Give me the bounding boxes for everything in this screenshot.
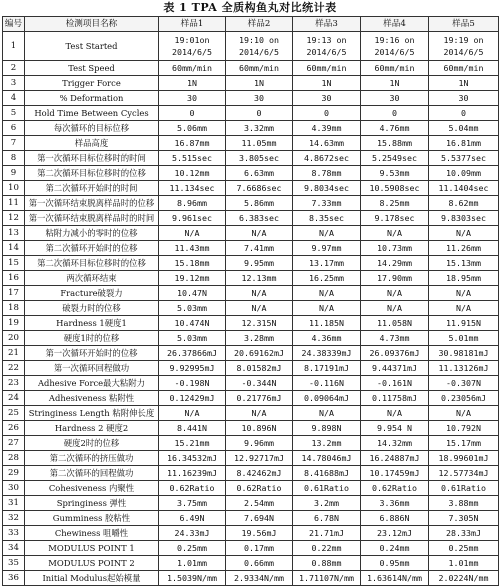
sample-value: 4.8672sec	[293, 151, 361, 166]
sample-value: N/A	[159, 226, 226, 241]
row-number: 11	[3, 196, 25, 211]
item-name: 第一次循环结束脱离样品时的时间	[25, 211, 159, 226]
item-name: Chewiness 咀嚼性	[25, 526, 159, 541]
table-row	[3, 571, 499, 586]
sample-value: 16.25mm	[293, 271, 361, 286]
sample-value: 15.18mm	[159, 256, 226, 271]
item-name: Cohesiveness 内聚性	[25, 481, 159, 496]
table-row	[3, 556, 499, 571]
item-name: 样品高度	[25, 136, 159, 151]
sample-value: 8.96mm	[159, 196, 226, 211]
sample-value: 3.28mm	[226, 331, 293, 346]
item-name: 两次循环结束	[25, 271, 159, 286]
sample-value: 12.315N	[226, 316, 293, 331]
sample-value: 2.9334N/mm	[226, 571, 293, 586]
table-row	[3, 241, 499, 256]
table-row	[3, 316, 499, 331]
sample-value: 0.62Ratio	[226, 481, 293, 496]
row-number: 9	[3, 166, 25, 181]
sample-value: 0.66mm	[226, 556, 293, 571]
sample-value: 8.62mm	[429, 196, 499, 211]
sample-value: N/A	[293, 226, 361, 241]
sample-value: 1N	[159, 76, 226, 91]
row-number: 10	[3, 181, 25, 196]
table-row	[3, 76, 499, 91]
sample-value: N/A	[226, 286, 293, 301]
table-row	[3, 511, 499, 526]
sample-value: 12.13mm	[226, 271, 293, 286]
row-number: 2	[3, 61, 25, 76]
sample-value: 11.43mm	[159, 241, 226, 256]
sample-value: 18.95mm	[429, 271, 499, 286]
sample-value: 8.25mm	[361, 196, 429, 211]
sample-value: 14.78046mJ	[293, 451, 361, 466]
sample-value: N/A	[293, 406, 361, 421]
sample-value: 11.915N	[429, 316, 499, 331]
row-number: 1	[3, 32, 25, 61]
sample-value: 14.29mm	[361, 256, 429, 271]
sample-value: 9.44371mJ	[361, 361, 429, 376]
item-name: Adhesive Force最大粘附力	[25, 376, 159, 391]
sample-value: 9.8034sec	[293, 181, 361, 196]
sample-value: 5.04mm	[429, 121, 499, 136]
table-row	[3, 436, 499, 451]
sample-value: 30	[293, 91, 361, 106]
sample-value: N/A	[293, 301, 361, 316]
sample-value: -0.198N	[159, 376, 226, 391]
item-name: MODULUS POINT 2	[25, 556, 159, 571]
sample-value: 8.01582mJ	[226, 361, 293, 376]
sample-value: 3.805sec	[226, 151, 293, 166]
sample-value: 6.49N	[159, 511, 226, 526]
sample-value: 30	[429, 91, 499, 106]
sample-value: 5.03mm	[159, 301, 226, 316]
sample-value: 24.33mJ	[159, 526, 226, 541]
sample-value: 10.474N	[159, 316, 226, 331]
item-name: 第二次循环开始时的时间	[25, 181, 159, 196]
sample-value: 30	[159, 91, 226, 106]
item-name: 第一次循环回程做功	[25, 361, 159, 376]
table-row	[3, 91, 499, 106]
sample-value: 11.05mm	[226, 136, 293, 151]
item-name: 破裂力时的位移	[25, 301, 159, 316]
sample-value: 13.2mm	[293, 436, 361, 451]
row-number: 34	[3, 541, 25, 556]
row-number: 27	[3, 436, 25, 451]
sample-value: 6.78N	[293, 511, 361, 526]
sample-value: -0.344N	[226, 376, 293, 391]
item-name: 第一次循环开始时的位移	[25, 346, 159, 361]
sample-value: -0.307N	[429, 376, 499, 391]
row-number: 20	[3, 331, 25, 346]
table-row	[3, 181, 499, 196]
row-number: 28	[3, 451, 25, 466]
sample-value: 0.22mm	[293, 541, 361, 556]
sample-value: 0	[429, 106, 499, 121]
item-name: 第一次循环目标位移时的时间	[25, 151, 159, 166]
sample-value: N/A	[429, 286, 499, 301]
item-name: 第二次循环开始时的位移	[25, 241, 159, 256]
item-name: Hardness 1硬度1	[25, 316, 159, 331]
sample-value: 1.01mm	[159, 556, 226, 571]
table-row	[3, 361, 499, 376]
sample-value: 19:10 on 2014/6/5	[226, 32, 293, 61]
row-number: 24	[3, 391, 25, 406]
row-number: 30	[3, 481, 25, 496]
sample-value: 7.33mm	[293, 196, 361, 211]
sample-value: 2.0224N/mm	[429, 571, 499, 586]
table-row	[3, 151, 499, 166]
sample-value: 11.26mm	[429, 241, 499, 256]
sample-value: N/A	[361, 406, 429, 421]
item-name: 硬度2时的位移	[25, 436, 159, 451]
sample-value: 12.92717mJ	[226, 451, 293, 466]
sample-value: 1N	[226, 76, 293, 91]
sample-value: 26.09376mJ	[361, 346, 429, 361]
sample-value: N/A	[429, 301, 499, 316]
header-row	[3, 17, 499, 32]
table-row	[3, 166, 499, 181]
sample-value: 19:16 on 2014/6/5	[361, 32, 429, 61]
sample-value: 4.36mm	[293, 331, 361, 346]
sample-value: 16.87mm	[159, 136, 226, 151]
item-name: 粘附力减小的零时的位移	[25, 226, 159, 241]
sample-value: 1.5039N/mm	[159, 571, 226, 586]
sample-value: 10.12mm	[159, 166, 226, 181]
table-row	[3, 271, 499, 286]
row-number: 16	[3, 271, 25, 286]
sample-value: 9.8303sec	[429, 211, 499, 226]
sample-value: 3.36mm	[361, 496, 429, 511]
sample-value: 16.34532mJ	[159, 451, 226, 466]
sample-value: 60mm/min	[226, 61, 293, 76]
row-number: 7	[3, 136, 25, 151]
sample-value: 0.61Ratio	[293, 481, 361, 496]
sample-value: 3.75mm	[159, 496, 226, 511]
item-name: 第二次循环的挤压做功	[25, 451, 159, 466]
sample-value: 5.03mm	[159, 331, 226, 346]
sample-value: 0	[293, 106, 361, 121]
item-name: 第一次循环结束脱离样品时的位移	[25, 196, 159, 211]
sample-value: 30	[226, 91, 293, 106]
sample-value: 0	[361, 106, 429, 121]
sample-value: N/A	[361, 301, 429, 316]
row-number: 19	[3, 316, 25, 331]
item-name: Trigger Force	[25, 76, 159, 91]
header-item-name: 检测项目名称	[25, 17, 159, 32]
sample-value: 15.21mm	[159, 436, 226, 451]
sample-value: 10.5908sec	[361, 181, 429, 196]
table-row	[3, 451, 499, 466]
table-row	[3, 541, 499, 556]
sample-value: 6.886N	[361, 511, 429, 526]
item-name: Gumminess 胶粘性	[25, 511, 159, 526]
sample-value: 8.441N	[159, 421, 226, 436]
table-row	[3, 286, 499, 301]
sample-value: 5.515sec	[159, 151, 226, 166]
sample-value: 21.71mJ	[293, 526, 361, 541]
sample-value: 0.61Ratio	[429, 481, 499, 496]
sample-value: 8.78mm	[293, 166, 361, 181]
sample-value: 1.63614N/mm	[361, 571, 429, 586]
item-name: Adhesiveness 粘附性	[25, 391, 159, 406]
sample-value: 11.185N	[293, 316, 361, 331]
table-row	[3, 301, 499, 316]
row-number: 12	[3, 211, 25, 226]
item-name: 第二次循环的回程做功	[25, 466, 159, 481]
sample-value: 16.81mm	[429, 136, 499, 151]
header-sample-3: 样品3	[293, 17, 361, 32]
row-number: 5	[3, 106, 25, 121]
sample-value: 0.17mm	[226, 541, 293, 556]
item-name: Test Speed	[25, 61, 159, 76]
sample-value: 19.12mm	[159, 271, 226, 286]
row-number: 31	[3, 496, 25, 511]
table-row	[3, 391, 499, 406]
header-sample-2: 样品2	[226, 17, 293, 32]
sample-value: 11.16239mJ	[159, 466, 226, 481]
row-number: 8	[3, 151, 25, 166]
tpa-comparison-table	[2, 16, 499, 586]
table-row	[3, 136, 499, 151]
row-number: 3	[3, 76, 25, 91]
header-sample-4: 样品4	[361, 17, 429, 32]
table-row	[3, 196, 499, 211]
sample-value: 19.56mJ	[226, 526, 293, 541]
sample-value: 20.69162mJ	[226, 346, 293, 361]
table-row	[3, 481, 499, 496]
row-number: 17	[3, 286, 25, 301]
table-row	[3, 466, 499, 481]
sample-value: 9.961sec	[159, 211, 226, 226]
header-id: 编号	[3, 17, 25, 32]
sample-value: 10.73mm	[361, 241, 429, 256]
sample-value: 3.32mm	[226, 121, 293, 136]
sample-value: 4.76mm	[361, 121, 429, 136]
table-row	[3, 346, 499, 361]
row-number: 18	[3, 301, 25, 316]
item-name: % Deformation	[25, 91, 159, 106]
row-number: 22	[3, 361, 25, 376]
sample-value: 1N	[361, 76, 429, 91]
sample-value: 0.11758mJ	[361, 391, 429, 406]
row-number: 29	[3, 466, 25, 481]
sample-value: 9.95mm	[226, 256, 293, 271]
sample-value: 9.178sec	[361, 211, 429, 226]
row-number: 15	[3, 256, 25, 271]
sample-value: 7.41mm	[226, 241, 293, 256]
sample-value: 9.53mm	[361, 166, 429, 181]
sample-value: 0.23056mJ	[429, 391, 499, 406]
sample-value: 10.47N	[159, 286, 226, 301]
sample-value: 26.37866mJ	[159, 346, 226, 361]
sample-value: 30	[361, 91, 429, 106]
item-name: 硬度1时的位移	[25, 331, 159, 346]
sample-value: 1N	[429, 76, 499, 91]
sample-value: 3.88mm	[429, 496, 499, 511]
sample-value: N/A	[159, 406, 226, 421]
sample-value: 15.13mm	[429, 256, 499, 271]
sample-value: 5.06mm	[159, 121, 226, 136]
row-number: 26	[3, 421, 25, 436]
sample-value: 60mm/min	[159, 61, 226, 76]
sample-value: 10.792N	[429, 421, 499, 436]
table-row	[3, 106, 499, 121]
sample-value: N/A	[361, 286, 429, 301]
sample-value: 0.62Ratio	[361, 481, 429, 496]
sample-value: 7.694N	[226, 511, 293, 526]
sample-value: 11.058N	[361, 316, 429, 331]
sample-value: 9.898N	[293, 421, 361, 436]
sample-value: 6.383sec	[226, 211, 293, 226]
item-name: MODULUS POINT 1	[25, 541, 159, 556]
row-number: 4	[3, 91, 25, 106]
sample-value: 0.25mm	[429, 541, 499, 556]
sample-value: 30.98181mJ	[429, 346, 499, 361]
sample-value: 0.21776mJ	[226, 391, 293, 406]
sample-value: 8.17191mJ	[293, 361, 361, 376]
sample-value: 11.1404sec	[429, 181, 499, 196]
sample-value: 11.13126mJ	[429, 361, 499, 376]
row-number: 35	[3, 556, 25, 571]
table-row	[3, 496, 499, 511]
sample-value: N/A	[226, 406, 293, 421]
sample-value: 2.54mm	[226, 496, 293, 511]
sample-value: -0.116N	[293, 376, 361, 391]
item-name: Initial Modulus起始模量	[25, 571, 159, 586]
sample-value: 60mm/min	[361, 61, 429, 76]
item-name: 第二次循环目标位移时的位移	[25, 256, 159, 271]
sample-value: 0.25mm	[159, 541, 226, 556]
sample-value: 7.305N	[429, 511, 499, 526]
sample-value: 0.12429mJ	[159, 391, 226, 406]
row-number: 21	[3, 346, 25, 361]
sample-value: 1.01mm	[429, 556, 499, 571]
item-name: 每次循环的目标位移	[25, 121, 159, 136]
table-row	[3, 331, 499, 346]
sample-value: 18.99601mJ	[429, 451, 499, 466]
sample-value: 0.95mm	[361, 556, 429, 571]
sample-value: 28.33mJ	[429, 526, 499, 541]
sample-value: 16.24887mJ	[361, 451, 429, 466]
item-name: Hardness 2 硬度2	[25, 421, 159, 436]
table-row	[3, 121, 499, 136]
table-row	[3, 211, 499, 226]
sample-value: 14.63mm	[293, 136, 361, 151]
row-number: 36	[3, 571, 25, 586]
table-caption: 表 1 TPA 全质构鱼丸对比统计表	[163, 1, 337, 14]
header-sample-5: 样品5	[429, 17, 499, 32]
sample-value: 19:13 on 2014/6/5	[293, 32, 361, 61]
table-row	[3, 61, 499, 76]
row-number: 32	[3, 511, 25, 526]
sample-value: 19:19 on 2014/6/5	[429, 32, 499, 61]
table-row	[3, 421, 499, 436]
sample-value: 1N	[293, 76, 361, 91]
sample-value: 9.97mm	[293, 241, 361, 256]
sample-value: 8.35sec	[293, 211, 361, 226]
sample-value: 4.39mm	[293, 121, 361, 136]
table-row	[3, 256, 499, 271]
item-name: Fracture破裂力	[25, 286, 159, 301]
sample-value: 9.92995mJ	[159, 361, 226, 376]
sample-value: 17.90mm	[361, 271, 429, 286]
sample-value: 0	[226, 106, 293, 121]
sample-value: 0.88mm	[293, 556, 361, 571]
sample-value: 12.57734mJ	[429, 466, 499, 481]
sample-value: N/A	[226, 226, 293, 241]
sample-value: 8.42462mJ	[226, 466, 293, 481]
sample-value: 0	[159, 106, 226, 121]
sample-value: 5.5377sec	[429, 151, 499, 166]
sample-value: 24.38339mJ	[293, 346, 361, 361]
sample-value: 15.88mm	[361, 136, 429, 151]
item-name: 第二次循环目标位移时的位移	[25, 166, 159, 181]
sample-value: N/A	[429, 226, 499, 241]
sample-value: -0.161N	[361, 376, 429, 391]
row-number: 6	[3, 121, 25, 136]
sample-value: 10.896N	[226, 421, 293, 436]
item-name: Hold Time Between Cycles	[25, 106, 159, 121]
table-row	[3, 32, 499, 61]
sample-value: 6.63mm	[226, 166, 293, 181]
sample-value: N/A	[361, 226, 429, 241]
row-number: 14	[3, 241, 25, 256]
sample-value: 7.6686sec	[226, 181, 293, 196]
sample-value: 23.12mJ	[361, 526, 429, 541]
sample-value: N/A	[429, 406, 499, 421]
sample-value: 0.24mm	[361, 541, 429, 556]
table-row	[3, 526, 499, 541]
sample-value: 11.134sec	[159, 181, 226, 196]
sample-value: 8.41688mJ	[293, 466, 361, 481]
item-name: Springiness 弹性	[25, 496, 159, 511]
table-row	[3, 376, 499, 391]
item-name: Stringiness Length 粘附伸长度	[25, 406, 159, 421]
sample-value: 5.86mm	[226, 196, 293, 211]
row-number: 13	[3, 226, 25, 241]
sample-value: N/A	[226, 301, 293, 316]
table-row	[3, 406, 499, 421]
sample-value: 5.2549sec	[361, 151, 429, 166]
sample-value: 0.09064mJ	[293, 391, 361, 406]
item-name: Test Started	[25, 32, 159, 61]
sample-value: 1.71107N/mm	[293, 571, 361, 586]
sample-value: 9.96mm	[226, 436, 293, 451]
sample-value: N/A	[293, 286, 361, 301]
row-number: 23	[3, 376, 25, 391]
sample-value: 0.62Ratio	[159, 481, 226, 496]
sample-value: 60mm/min	[293, 61, 361, 76]
sample-value: 10.09mm	[429, 166, 499, 181]
sample-value: 60mm/min	[429, 61, 499, 76]
table-row	[3, 226, 499, 241]
header-sample-1: 样品1	[159, 17, 226, 32]
row-number: 25	[3, 406, 25, 421]
table-body	[3, 32, 499, 586]
sample-value: 19:01on 2014/6/5	[159, 32, 226, 61]
row-number: 33	[3, 526, 25, 541]
sample-value: 10.17459mJ	[361, 466, 429, 481]
sample-value: 4.73mm	[361, 331, 429, 346]
sample-value: 14.32mm	[361, 436, 429, 451]
sample-value: 3.2mm	[293, 496, 361, 511]
sample-value: 15.17mm	[429, 436, 499, 451]
sample-value: 5.01mm	[429, 331, 499, 346]
sample-value: 9.954 N	[361, 421, 429, 436]
sample-value: 13.17mm	[293, 256, 361, 271]
